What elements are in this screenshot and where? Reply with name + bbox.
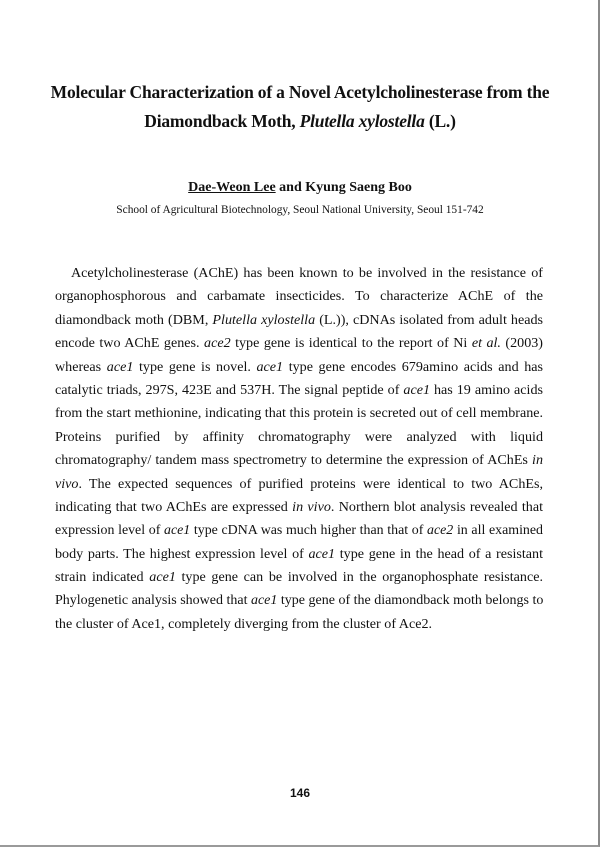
abstract-line xyxy=(55,566,543,589)
page-number: 146 xyxy=(289,786,311,800)
abstract-text: catalytic triads, 297S, 423E and 537H. The signal peptide of xyxy=(55,381,404,398)
abstract-italic: ace1 xyxy=(403,381,430,398)
abstract-italic: Plutella xylostella xyxy=(212,311,316,328)
abstract-line xyxy=(55,285,543,308)
abstract-text: encode two AChE genes. xyxy=(55,335,205,352)
abstract-text: type cDNA was much higher than that of xyxy=(190,523,428,539)
abstract-italic: in vivo xyxy=(292,498,331,515)
abstract-line xyxy=(55,589,543,612)
title-line-2-suffix: (L.) xyxy=(424,111,456,131)
abstract-line xyxy=(55,519,543,542)
abstract-text: (L.)), cDNAs isolated from adult heads xyxy=(315,311,544,328)
abstract-text: diamondback moth (DBM, xyxy=(55,311,213,328)
presenting-author: Dae-Weon Lee xyxy=(188,180,276,195)
abstract-italic: ace1 xyxy=(308,545,336,562)
abstract-text: whereas xyxy=(55,358,107,375)
abstract-line xyxy=(55,473,543,496)
abstract-text: type gene of the diamondback moth belongs to xyxy=(277,593,544,609)
title-line-1: Molecular Characterization of a Novel Acetylcholinesterase from the xyxy=(50,82,550,102)
abstract-line xyxy=(55,449,543,472)
abstract-text: in all examined xyxy=(453,523,543,539)
title-species-name: Plutella xylostella xyxy=(299,111,425,131)
co-author: and Kyung Saeng Boo xyxy=(275,180,412,195)
abstract-italic: ace1 xyxy=(256,358,284,375)
abstract-line xyxy=(55,356,543,379)
abstract-text: Acetylcholinesterase (AChE) has been known to be involved in the resistance of xyxy=(71,265,543,281)
abstract-italic: vivo xyxy=(55,475,79,492)
abstract-line xyxy=(55,496,543,519)
abstract-text: type gene is novel. xyxy=(133,358,257,375)
abstract-text: type gene encodes 679amino acids and has xyxy=(283,358,543,375)
abstract-italic: ace1 xyxy=(164,523,191,539)
abstract-body xyxy=(55,262,543,636)
abstract-text: . Northern blot analysis revealed that xyxy=(330,498,543,515)
title-line-2-prefix: Diamondback Moth, xyxy=(144,111,300,131)
abstract-line xyxy=(55,309,543,332)
abstract-line xyxy=(55,613,543,636)
abstract-italic: ace2 xyxy=(204,335,231,352)
abstract-text: type gene can be involved in the organophosphate resistance. xyxy=(175,569,544,586)
abstract-text: chromatography/ tandem mass spectrometry to determine the expression of AChEs xyxy=(55,452,533,469)
abstract-italic: et al. xyxy=(471,335,501,352)
abstract-text: strain indicated xyxy=(55,569,150,586)
abstract-line xyxy=(55,379,543,402)
abstract-text: expression level of xyxy=(55,523,165,539)
abstract-text: . The expected sequences of purified proteins were identical to two AChEs, xyxy=(78,475,543,492)
abstract-line xyxy=(55,402,543,425)
title-line-2 xyxy=(30,107,570,136)
abstract-text: indicating that two AChEs are expressed xyxy=(55,498,293,515)
abstract-line xyxy=(55,332,543,355)
abstract-text: organophosphorous and carbamate insecticides. To characterize AChE of the xyxy=(55,288,543,305)
abstract-text: body parts. The highest expression level of xyxy=(55,545,309,562)
affiliation: School of Agricultural Biotechnology, Seoul National University, Seoul 151-742 xyxy=(116,204,484,216)
abstract-text: type gene is identical to the report of Ni xyxy=(230,335,472,352)
abstract-text: Phylogenetic analysis showed that xyxy=(55,593,251,609)
abstract-italic: in xyxy=(532,452,543,469)
abstract-text: Proteins purified by affinity chromatography were analyzed with liquid xyxy=(55,428,543,445)
abstract-line xyxy=(55,543,543,566)
abstract-italic: ace2 xyxy=(427,523,454,539)
author-list xyxy=(0,179,600,197)
abstract-line xyxy=(55,426,543,449)
abstract-text: has 19 amino acids xyxy=(430,381,543,398)
abstract-italic: ace1 xyxy=(149,569,176,586)
abstract-text: (2003) xyxy=(500,335,543,352)
abstract-italic: ace1 xyxy=(106,358,134,375)
abstract-italic: ace1 xyxy=(250,593,278,609)
abstract-text: from the start methionine, indicating that this protein is secreted out of cell membrane. xyxy=(55,405,544,422)
abstract-text: type gene in the head of a resistant xyxy=(335,545,543,562)
abstract-text: the cluster of Ace1, completely diverging from the cluster of Ace2. xyxy=(55,615,433,632)
abstract-line xyxy=(55,262,543,285)
paper-title xyxy=(30,78,570,136)
